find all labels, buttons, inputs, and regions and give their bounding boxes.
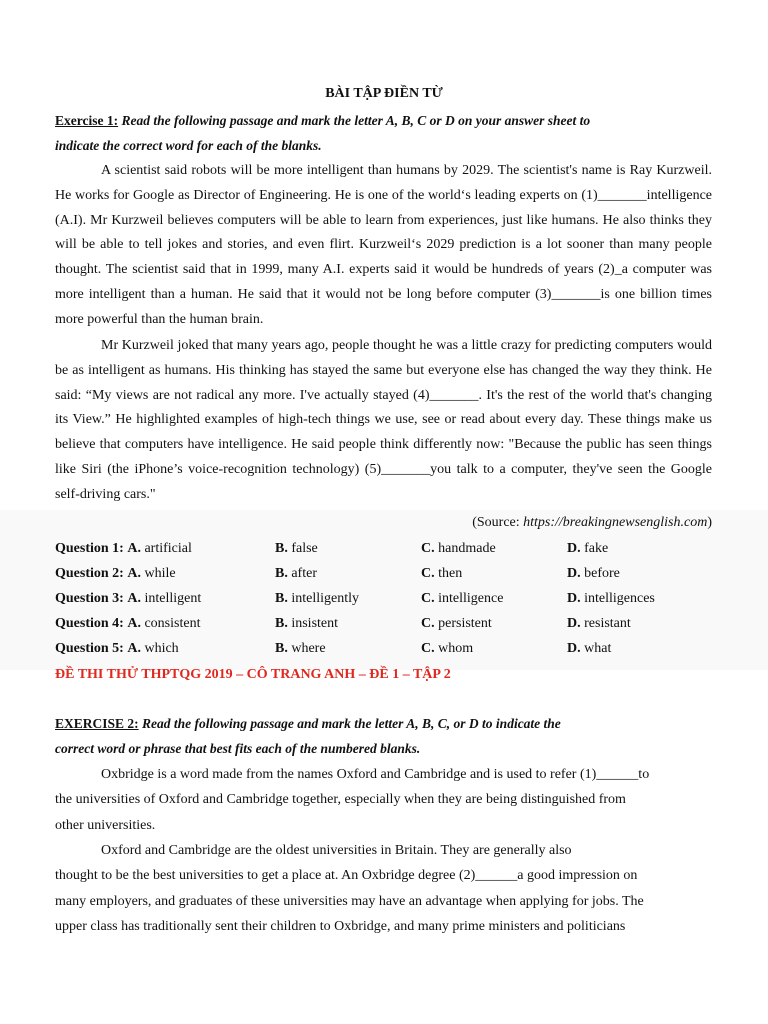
option-letter-d: D. xyxy=(567,615,581,631)
option-b-cell xyxy=(275,636,421,661)
exercise2-p2-line2: thought to be the best universities to get a place at. An Oxbridge degree (2)______a good impression on xyxy=(55,868,638,884)
option-letter-c: C. xyxy=(421,565,435,581)
option-text-c: handmade xyxy=(438,540,496,556)
option-d-cell xyxy=(567,636,717,661)
questions-table xyxy=(55,536,717,661)
option-d-cell xyxy=(567,586,717,611)
exercise1-paragraph1: A scientist said robots will be more intelligent than humans by 2029. The scientist's name is Ray Kurzweil. He works for Google as Director of Engineering. He is one of the world‘s leading experts on (1)_______intelligence (A.I). Mr Kurzweil believes computers will be able to learn from experiences, just like humans. He also thinks they will be able to tell jokes and stories, and even flirt. Kurzweil‘s 2029 prediction is a lot sooner than many people thought. The scientist said that in 1999, many A.I. experts said it would be hundreds of years (2)_a computer was more intelligent than a human. He said that it would not be long before computer (3)_______is one billion times more powerful than the human brain. xyxy=(55,163,712,327)
question-row xyxy=(55,636,717,661)
option-letter-c: C. xyxy=(421,615,435,631)
question-row xyxy=(55,536,717,561)
source-prefix: (Source: xyxy=(472,515,524,530)
option-letter-d: D. xyxy=(567,590,581,606)
exercise1-instruction-line2: indicate the correct word for each of the blanks. xyxy=(55,138,322,153)
exercise2-label: EXERCISE 2: xyxy=(55,716,139,731)
exercise2-instruction-line1: Read the following passage and mark the letter A, B, C, or D to indicate the xyxy=(142,716,561,731)
option-text-a: intelligent xyxy=(144,590,202,606)
option-letter-a: A. xyxy=(127,640,141,656)
option-text-d: before xyxy=(584,565,620,581)
option-text-d: what xyxy=(584,640,612,656)
option-text-b: false xyxy=(291,540,318,556)
option-a-cell xyxy=(55,536,275,561)
option-text-a: while xyxy=(144,565,176,581)
option-d-cell xyxy=(567,536,717,561)
option-letter-a: A. xyxy=(127,590,141,606)
option-letter-a: A. xyxy=(127,540,141,556)
option-letter-b: B. xyxy=(275,540,288,556)
option-letter-d: D. xyxy=(567,565,581,581)
exercise2-instruction-line2: correct word or phrase that best fits each of the numbered blanks. xyxy=(55,741,421,756)
option-letter-a: A. xyxy=(127,615,141,631)
exercise1-instruction xyxy=(55,108,715,158)
option-text-c: whom xyxy=(438,640,474,656)
option-a-cell xyxy=(55,611,275,636)
option-c-cell xyxy=(421,561,567,586)
question-row xyxy=(55,611,717,636)
option-letter-c: C. xyxy=(421,540,435,556)
option-text-d: fake xyxy=(584,540,609,556)
option-text-b: where xyxy=(291,640,326,656)
option-a-cell xyxy=(55,561,275,586)
exercise1-paragraph2: Mr Kurzweil joked that many years ago, people thought he was a little crazy for predicting computers would be as intelligent as humans. His thinking has stayed the same but everyone else has changed the way they think. He said: “My views are not radical any more. I've actually stayed (4)_______. It's the rest of the world that's changing its View.” He highlighted examples of high-tech things we use, see or read about every day. These things make us believe that computers have intelligence. He said people think differently now: "Because the public has seen things like Siri (the iPhone’s voice-recognition technology) (5)_______you talk to a computer, they've seen the Google self-driving cars." xyxy=(55,338,712,502)
option-d-cell xyxy=(567,611,717,636)
question-row xyxy=(55,561,717,586)
exercise2-p2-line3: many employers, and graduates of these universities may have an advantage when applying for jobs. The xyxy=(55,893,644,909)
exercise2-p1-line2: the universities of Oxford and Cambridge together, especially when they are being distinguished from xyxy=(55,792,626,808)
option-c-cell xyxy=(421,536,567,561)
option-b-cell xyxy=(275,561,421,586)
option-text-a: artificial xyxy=(144,540,192,556)
option-text-b: intelligently xyxy=(291,590,359,606)
option-b-cell xyxy=(275,586,421,611)
option-text-b: after xyxy=(291,565,317,581)
option-text-a: which xyxy=(144,640,179,656)
option-c-cell xyxy=(421,611,567,636)
option-letter-b: B. xyxy=(275,615,288,631)
source-url: https://breakingnewsenglish.com xyxy=(523,515,708,530)
option-letter-a: A. xyxy=(127,565,141,581)
source-citation xyxy=(472,512,712,534)
exercise1-label: Exercise 1: xyxy=(55,113,119,128)
question-label: Question 5: xyxy=(55,640,124,656)
option-text-c: persistent xyxy=(438,615,492,631)
exercise2-p1-line3: other universities. xyxy=(55,817,156,833)
option-c-cell xyxy=(421,586,567,611)
option-text-b: insistent xyxy=(291,615,339,631)
option-letter-b: B. xyxy=(275,590,288,606)
option-text-d: resistant xyxy=(584,615,631,631)
option-a-cell xyxy=(55,586,275,611)
option-letter-b: B. xyxy=(275,565,288,581)
source-suffix: ) xyxy=(707,515,712,530)
exercise2-paragraph2 xyxy=(55,838,715,939)
option-letter-b: B. xyxy=(275,640,288,656)
question-label: Question 4: xyxy=(55,615,124,631)
question-row xyxy=(55,586,717,611)
question-label: Question 1: xyxy=(55,540,124,556)
option-letter-c: C. xyxy=(421,640,435,656)
exercise2-p2-line4: upper class has traditionally sent their children to Oxbridge, and many prime ministers and politicians xyxy=(55,918,626,934)
option-text-a: consistent xyxy=(144,615,201,631)
option-b-cell xyxy=(275,611,421,636)
option-c-cell xyxy=(421,636,567,661)
option-b-cell xyxy=(275,536,421,561)
option-d-cell xyxy=(567,561,717,586)
option-text-c: then xyxy=(438,565,463,581)
option-letter-c: C. xyxy=(421,590,435,606)
exercise2-p1-line1: Oxbridge is a word made from the names Oxford and Cambridge and is used to refer (1)______to xyxy=(101,767,650,782)
exercise2-instruction xyxy=(55,711,715,761)
red-heading: ĐỀ THI THỬ THPTQG 2019 – CÔ TRANG ANH – ĐỀ 1 – TẬP 2 xyxy=(55,667,451,682)
option-text-d: intelligences xyxy=(584,590,655,606)
option-text-c: intelligence xyxy=(438,590,504,606)
option-letter-d: D. xyxy=(567,640,581,656)
exercise1-instruction-line1: Read the following passage and mark the letter A, B, C or D on your answer sheet to xyxy=(121,113,591,128)
question-label: Question 2: xyxy=(55,565,124,581)
option-letter-d: D. xyxy=(567,540,581,556)
exercise2-paragraph1 xyxy=(55,762,715,838)
question-label: Question 3: xyxy=(55,590,124,606)
page-title: BÀI TẬP ĐIỀN TỪ xyxy=(325,86,443,101)
option-a-cell xyxy=(55,636,275,661)
exercise2-p2-line1: Oxford and Cambridge are the oldest universities in Britain. They are generally also xyxy=(101,843,572,858)
